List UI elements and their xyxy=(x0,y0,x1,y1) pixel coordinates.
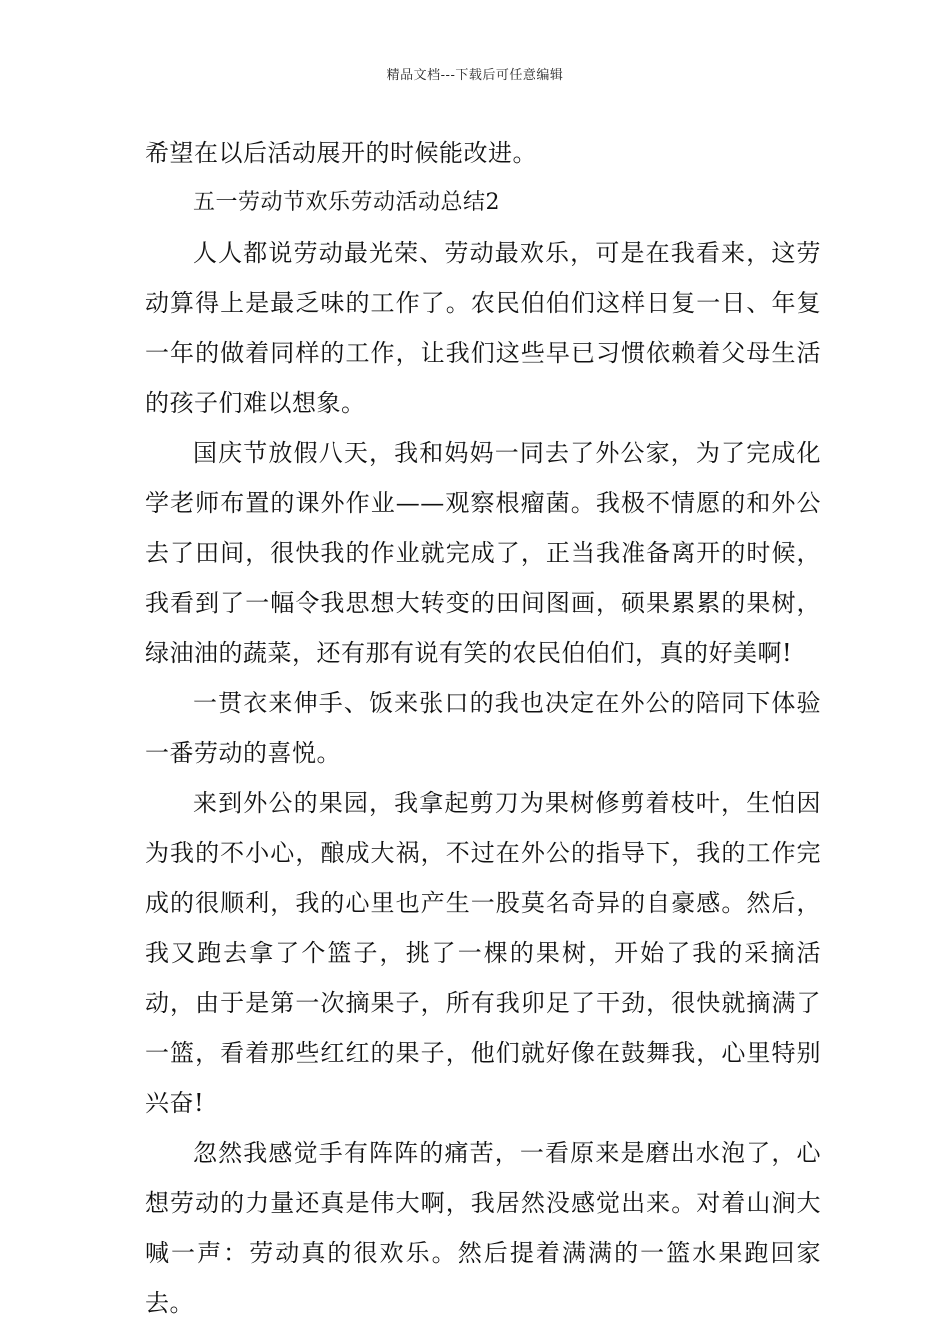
document-body xyxy=(145,128,821,1328)
paragraph: 国庆节放假八天，我和妈妈一同去了外公家，为了完成化学老师布置的课外作业——观察根瘤菌。我极不情愿的和外公去了田间，很快我的作业就完成了，正当我准备离开的时候，我看到了一幅令我思想大转变的田间图画，硕果累累的果树，绿油油的蔬菜，还有那有说有笑的农民伯伯们，真的好美啊! xyxy=(145,439,821,667)
paragraph: 一贯衣来伸手、饭来张口的我也决定在外公的陪同下体验一番劳动的喜悦。 xyxy=(145,689,821,767)
paragraph-continuation: 希望在以后活动展开的时候能改进。 xyxy=(145,139,537,167)
page-header: 精品文档---下载后可任意编辑 xyxy=(386,68,564,83)
paragraph: 人人都说劳动最光荣、劳动最欢乐，可是在我看来，这劳动算得上是最乏味的工作了。农民伯伯们这样日复一日、年复一年的做着同样的工作，让我们这些早已习惯依赖着父母生活的孩子们难以想象。 xyxy=(145,239,821,417)
section-title: 五一劳动节欢乐劳动活动总结2 xyxy=(193,190,500,215)
paragraph: 忽然我感觉手有阵阵的痛苦，一看原来是磨出水泡了，心想劳动的力量还真是伟大啊，我居然没感觉出来。对着山涧大喊一声：劳动真的很欢乐。然后提着满满的一篮水果跑回家去。 xyxy=(145,1139,821,1317)
paragraph: 来到外公的果园，我拿起剪刀为果树修剪着枝叶，生怕因为我的不小心，酿成大祸，不过在外公的指导下，我的工作完成的很顺利，我的心里也产生一股莫名奇异的自豪感。然后，我又跑去拿了个篮子，挑了一棵的果树，开始了我的采摘活动，由于是第一次摘果子，所有我卯足了干劲，很快就摘满了一篮，看着那些红红的果子，他们就好像在鼓舞我，心里特别兴奋! xyxy=(145,789,821,1117)
